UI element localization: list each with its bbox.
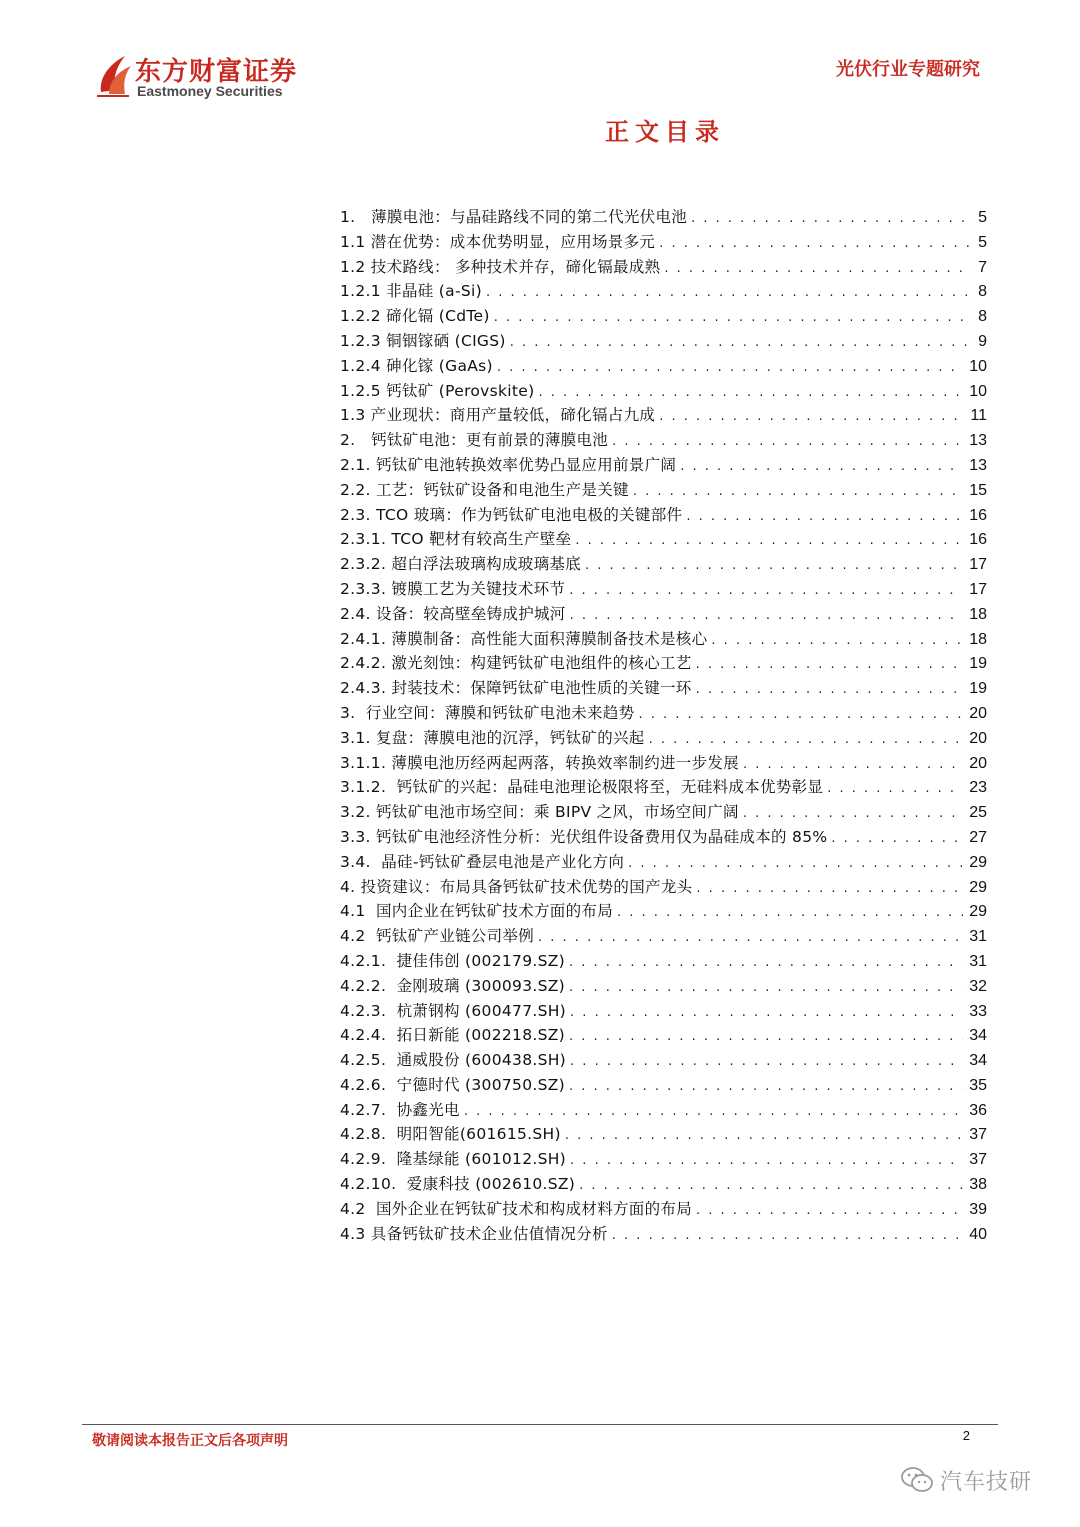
toc-entry-title: 1.2.4 砷化镓 (GaAs)	[340, 356, 493, 375]
toc-entry-title: 4.2.10. 爱康科技 (002610.SZ)	[340, 1175, 576, 1194]
toc-entry[interactable]	[340, 627, 987, 652]
company-logo	[95, 50, 310, 102]
toc-entry[interactable]	[340, 825, 987, 850]
report-type-label: 光伏行业专题研究	[836, 59, 980, 80]
table-of-contents	[340, 205, 987, 1246]
toc-entry[interactable]	[340, 602, 987, 627]
toc-entry-title: 4.2.7. 协鑫光电	[340, 1100, 460, 1119]
toc-entry[interactable]	[340, 974, 987, 999]
wechat-icon	[900, 1465, 934, 1495]
toc-entry[interactable]	[340, 279, 987, 304]
toc-entry[interactable]	[340, 676, 987, 701]
watermark	[900, 1462, 1032, 1498]
toc-entry-page: 8	[978, 308, 987, 326]
toc-entry-page: 37	[969, 1151, 987, 1169]
toc-entry-title: 2.3. TCO 玻璃：作为钙钛矿电池电极的关键部件	[340, 505, 683, 524]
toc-entry-title: 1.2 技术路线： 多种技术并存，碲化镉最成熟	[340, 257, 661, 276]
toc-leader-dots	[510, 331, 972, 356]
toc-leader-dots	[696, 877, 963, 902]
toc-leader-dots	[538, 926, 963, 951]
toc-entry-title: 4.2 钙钛矿产业链公司举例	[340, 927, 535, 946]
toc-leader-dots	[570, 604, 964, 629]
toc-entry[interactable]	[340, 1023, 987, 1048]
toc-entry-title: 4.1 国内企业在钙钛矿技术方面的布局	[340, 902, 614, 921]
toc-entry[interactable]	[340, 379, 987, 404]
toc-entry[interactable]	[340, 899, 987, 924]
toc-entry-page: 5	[978, 209, 987, 226]
toc-entry[interactable]	[340, 751, 987, 776]
toc-leader-dots	[691, 207, 972, 232]
toc-leader-dots	[565, 1124, 963, 1149]
page-number: 2	[962, 1428, 970, 1443]
toc-entry[interactable]	[340, 999, 987, 1024]
toc-entry-title: 4.2.8. 明阳智能(601615.SH)	[340, 1125, 561, 1144]
toc-entry-title: 2.4.2. 激光刻蚀：构建钙钛矿电池组件的核心工艺	[340, 654, 692, 673]
toc-leader-dots	[569, 1075, 963, 1100]
toc-entry-page: 5	[978, 233, 987, 251]
toc-leader-dots	[827, 777, 963, 802]
toc-entry-title: 2. 钙钛矿电池：更有前景的薄膜电池	[340, 431, 609, 450]
toc-leader-dots	[575, 529, 963, 554]
toc-entry-page: 11	[970, 407, 987, 425]
watermark-text: 汽车技研	[940, 1469, 1033, 1495]
toc-entry-title: 4.2.6. 宁德时代 (300750.SZ)	[340, 1075, 565, 1094]
toc-leader-dots	[497, 356, 963, 381]
toc-entry-title: 2.3.3. 镀膜工艺为关键技术环节	[340, 579, 566, 598]
toc-entry[interactable]	[340, 552, 987, 577]
toc-entry-page: 31	[969, 952, 987, 970]
logo-english-name: Eastmoney Securities	[137, 83, 283, 99]
toc-entry-title: 1.2.3 铜铟镓硒 (CIGS)	[340, 331, 506, 350]
toc-entry-page: 34	[969, 1027, 987, 1045]
toc-entry[interactable]	[340, 1098, 987, 1123]
toc-leader-dots	[569, 976, 963, 1001]
toc-leader-dots	[570, 1001, 963, 1026]
toc-leader-dots	[569, 579, 963, 604]
toc-leader-dots	[570, 1050, 963, 1075]
toc-leader-dots	[696, 678, 964, 703]
toc-entry-page: 19	[969, 655, 987, 673]
toc-entry-page: 16	[969, 531, 987, 549]
toc-leader-dots	[659, 405, 964, 430]
footer-divider	[82, 1424, 998, 1425]
toc-entry[interactable]	[340, 800, 987, 825]
toc-entry-title: 4.2.3. 杭萧钢构 (600477.SH)	[340, 1001, 567, 1020]
toc-entry-title: 2.1. 钙钛矿电池转换效率优势凸显应用前景广阔	[340, 455, 677, 474]
toc-entry-title: 4. 投资建议：布局具备钙钛矿技术优势的国产龙头	[340, 877, 693, 896]
toc-entry-page: 29	[969, 853, 987, 871]
toc-entry-page: 23	[969, 779, 987, 797]
toc-entry-title: 3.1. 复盘：薄膜电池的沉浮，钙钛矿的兴起	[340, 728, 645, 747]
toc-entry[interactable]	[340, 850, 987, 875]
toc-entry[interactable]	[340, 527, 987, 552]
toc-entry-title: 2.4.1. 薄膜制备：高性能大面积薄膜制备技术是核心	[340, 629, 708, 648]
toc-entry-page: 29	[969, 903, 987, 921]
toc-entry-title: 4.2.4. 拓日新能 (002218.SZ)	[340, 1026, 565, 1045]
toc-entry[interactable]	[340, 1172, 987, 1197]
toc-entry-title: 1. 薄膜电池：与晶硅路线不同的第二代光伏电池	[340, 208, 688, 226]
toc-entry-title: 4.2.9. 隆基绿能 (601012.SH)	[340, 1150, 567, 1169]
toc-leader-dots	[494, 306, 972, 331]
toc-entry[interactable]	[340, 1147, 987, 1172]
toc-entry[interactable]	[340, 924, 987, 949]
toc-entry-page: 17	[969, 580, 987, 598]
toc-entry-title: 1.2.2 碲化镉 (CdTe)	[340, 307, 490, 326]
toc-leader-dots	[638, 703, 963, 728]
toc-entry-page: 31	[969, 928, 987, 946]
toc-leader-dots	[633, 480, 963, 505]
toc-entry-title: 4.2.5. 通威股份 (600438.SH)	[340, 1051, 567, 1070]
toc-entry[interactable]	[340, 428, 987, 453]
toc-entry[interactable]	[340, 726, 987, 751]
toc-entry[interactable]	[340, 1122, 987, 1147]
toc-entry-title: 1.1 潜在优势：成本优势明显，应用场景多元	[340, 232, 656, 251]
eastmoney-logo-icon	[95, 52, 135, 98]
toc-entry-page: 10	[969, 382, 987, 400]
page-title: 正文目录	[605, 117, 725, 146]
toc-entry[interactable]	[340, 503, 987, 528]
toc-entry-title: 3.2. 钙钛矿电池市场空间：乘 BIPV 之风，市场空间广阔	[340, 803, 739, 822]
toc-leader-dots	[711, 629, 963, 654]
toc-entry[interactable]	[340, 255, 987, 280]
toc-leader-dots	[569, 951, 963, 976]
toc-entry-title: 4.2 国外企业在钙钛矿技术和构成材料方面的布局	[340, 1199, 693, 1218]
toc-entry[interactable]	[340, 329, 987, 354]
toc-entry-title: 2.2. 工艺：钙钛矿设备和电池生产是关键	[340, 480, 629, 499]
toc-leader-dots	[486, 281, 972, 306]
toc-entry-page: 15	[969, 481, 987, 499]
toc-leader-dots	[628, 852, 963, 877]
toc-entry-page: 13	[969, 432, 987, 450]
toc-entry-title: 2.4. 设备：较高壁垒铸成护城河	[340, 604, 566, 623]
toc-entry-page: 18	[969, 605, 987, 623]
toc-entry[interactable]	[340, 1073, 987, 1098]
toc-entry-page: 9	[978, 332, 987, 350]
toc-entry[interactable]	[340, 701, 987, 726]
toc-entry-title: 2.3.2. 超白浮法玻璃构成玻璃基底	[340, 555, 581, 574]
toc-entry[interactable]	[340, 1222, 987, 1247]
toc-entry[interactable]	[340, 478, 987, 503]
toc-entry-page: 10	[969, 357, 987, 375]
toc-entry-page: 7	[978, 258, 987, 276]
toc-entry[interactable]	[340, 403, 987, 428]
toc-entry-page: 8	[978, 283, 987, 301]
toc-entry[interactable]	[340, 577, 987, 602]
toc-leader-dots	[686, 505, 963, 530]
toc-entry[interactable]	[340, 1197, 987, 1222]
toc-entry-page: 20	[969, 729, 987, 747]
toc-entry[interactable]	[340, 651, 987, 676]
toc-entry-page: 29	[969, 878, 987, 896]
toc-entry-title: 3.3. 钙钛矿电池经济性分析：光伏组件设备费用仅为晶硅成本的 85%	[340, 827, 828, 846]
toc-entry-page: 27	[969, 828, 987, 846]
toc-entry-title: 1.2.1 非晶硅 (a-Si)	[340, 282, 482, 301]
toc-entry-title: 1.2.5 钙钛矿 (Perovskite)	[340, 381, 535, 400]
toc-entry-title: 3.1.2. 钙钛矿的兴起：晶硅电池理论极限将至，无硅料成本优势彰显	[340, 778, 824, 797]
toc-entry-title: 2.3.1. TCO 靶材有较高生产壁垒	[340, 530, 572, 549]
toc-leader-dots	[743, 753, 963, 778]
toc-entry-page: 25	[969, 804, 987, 822]
toc-leader-dots	[696, 653, 964, 678]
toc-leader-dots	[696, 1199, 963, 1224]
toc-entry-page: 32	[969, 977, 987, 995]
toc-entry-page: 39	[969, 1200, 987, 1218]
toc-entry-title: 3.1.1. 薄膜电池历经两起两落，转换效率制约进一步发展	[340, 753, 739, 772]
toc-entry-page: 16	[969, 506, 987, 524]
toc-entry-title: 3. 行业空间：薄膜和钙钛矿电池未来趋势	[340, 703, 635, 722]
toc-entry-page: 38	[969, 1176, 987, 1194]
toc-entry-page: 40	[969, 1225, 987, 1243]
toc-leader-dots	[579, 1174, 963, 1199]
toc-entry-page: 20	[969, 704, 987, 722]
toc-leader-dots	[585, 554, 963, 579]
toc-entry[interactable]	[340, 453, 987, 478]
toc-entry-title: 3.4. 晶硅-钙钛矿叠层电池是产业化方向	[340, 852, 625, 871]
toc-entry[interactable]	[340, 304, 987, 329]
toc-leader-dots	[538, 381, 963, 406]
toc-leader-dots	[612, 1224, 963, 1249]
toc-entry[interactable]	[340, 230, 987, 255]
logo-chinese-name: 东方财富证券	[135, 57, 298, 87]
toc-entry-title: 4.2.2. 金刚玻璃 (300093.SZ)	[340, 976, 565, 995]
toc-leader-dots	[680, 455, 963, 480]
toc-entry[interactable]	[340, 949, 987, 974]
toc-entry[interactable]	[340, 205, 987, 230]
toc-entry-title: 4.2.1. 捷佳伟创 (002179.SZ)	[340, 951, 565, 970]
toc-entry-page: 18	[969, 630, 987, 648]
toc-leader-dots	[464, 1100, 963, 1125]
toc-entry-page: 20	[969, 754, 987, 772]
toc-entry[interactable]	[340, 775, 987, 800]
toc-leader-dots	[569, 1025, 963, 1050]
toc-leader-dots	[649, 728, 964, 753]
toc-leader-dots	[743, 802, 963, 827]
toc-leader-dots	[659, 232, 972, 257]
toc-entry-title: 1.3 产业现状：商用产量较低，碲化镉占九成	[340, 406, 656, 425]
toc-entry-page: 37	[969, 1126, 987, 1144]
toc-entry[interactable]	[340, 875, 987, 900]
toc-leader-dots	[612, 430, 963, 455]
toc-entry-page: 13	[969, 456, 987, 474]
toc-entry-page: 17	[969, 556, 987, 574]
toc-entry-title: 4.3 具备钙钛矿技术企业估值情况分析	[340, 1224, 608, 1243]
toc-leader-dots	[617, 901, 963, 926]
toc-entry[interactable]	[340, 354, 987, 379]
toc-leader-dots	[570, 1149, 963, 1174]
toc-entry-page: 33	[969, 1002, 987, 1020]
toc-entry-page: 35	[969, 1076, 987, 1094]
footer-disclaimer: 敬请阅读本报告正文后各项声明	[92, 1433, 288, 1449]
toc-leader-dots	[831, 827, 963, 852]
toc-entry-title: 2.4.3. 封装技术：保障钙钛矿电池性质的关键一环	[340, 679, 692, 698]
toc-entry[interactable]	[340, 1048, 987, 1073]
toc-leader-dots	[664, 257, 972, 282]
toc-entry-page: 36	[969, 1101, 987, 1119]
toc-entry-page: 34	[969, 1052, 987, 1070]
toc-entry-page: 19	[969, 680, 987, 698]
